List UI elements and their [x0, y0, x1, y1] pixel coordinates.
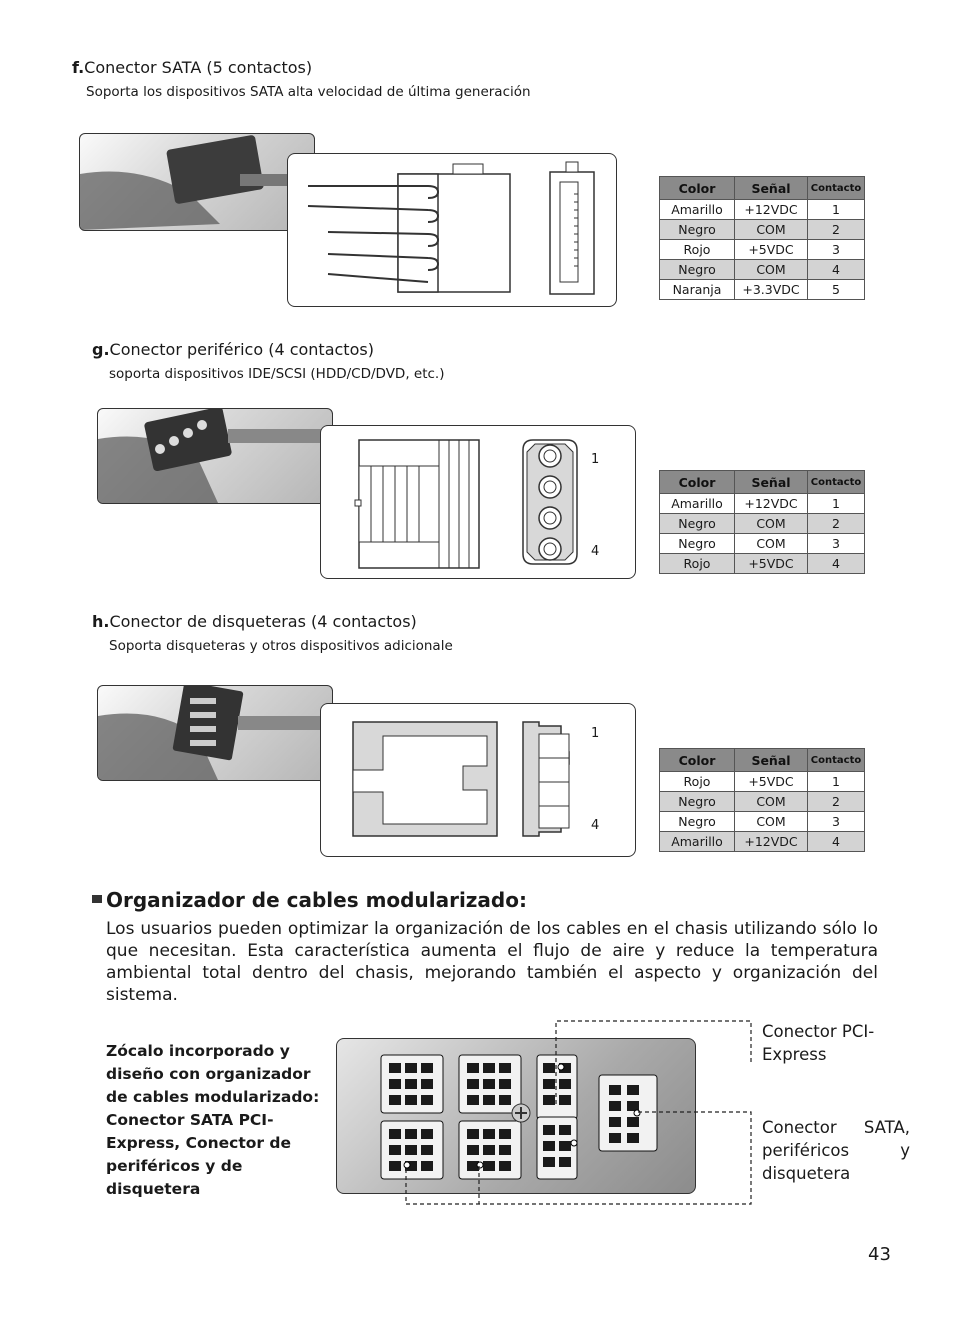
section-g-title: g.Conector periférico (4 contactos) [92, 340, 374, 359]
table-row: Rojo +5VDC 3 [660, 240, 865, 260]
pin-label-first: 1 [591, 452, 600, 467]
section-f-subtitle: Soporta los dispositivos SATA alta velocidad de última generación [86, 84, 531, 100]
section-g-subtitle: soporta dispositivos IDE/SCSI (HDD/CD/DVD, etc.) [109, 366, 445, 382]
pin-label-last: 4 [591, 544, 600, 559]
table-row: Amarillo +12VDC 1 [660, 200, 865, 220]
header-contact: Contacto [808, 749, 865, 772]
table-row: Amarillo +12VDC 4 [660, 832, 865, 852]
pin-label-last: 4 [591, 818, 600, 833]
header-signal: Señal [735, 177, 808, 200]
section-h-title: h.Conector de disqueteras (4 contactos) [92, 612, 417, 631]
header-contact: Contacto [808, 471, 865, 494]
organizer-side-caption: Zócalo incorporado y diseño con organizador de cables modularizado: Conector SATA PCI-Express, Conector de periféricos y de disquetera [106, 1042, 320, 1198]
table-row: Negro COM 4 [660, 260, 865, 280]
section-h-subtitle: Soporta disqueteras y otros dispositivos adicionale [109, 638, 453, 654]
callout-pci-express: Conector PCI-Express [762, 1022, 875, 1064]
table-row: Negro COM 3 [660, 534, 865, 554]
header-color: Color [660, 749, 735, 772]
table-row: Naranja +3.3VDC 5 [660, 280, 865, 300]
organizer-heading: Organizador de cables modularizado: [106, 888, 527, 912]
table-row: Negro COM 2 [660, 220, 865, 240]
section-f-title: f.Conector SATA (5 contactos) [72, 58, 313, 77]
table-row: Rojo +5VDC 4 [660, 554, 865, 574]
header-color: Color [660, 471, 735, 494]
table-row: Negro COM 2 [660, 792, 865, 812]
pin-label-first: 1 [591, 726, 600, 741]
organizer-body: Los usuarios pueden optimizar la organización de los cables en el chasis utilizando sólo lo que necesitan. Esta característica aumenta el flujo de aire y reduce la temperatura ambiental total dentro del chasis, mejorando también el aspecto y organización del sistema. [106, 919, 878, 1005]
table-row: Amarillo +12VDC 1 [660, 494, 865, 514]
page-number: 43 [868, 1244, 891, 1265]
table-row: Negro COM 3 [660, 812, 865, 832]
header-color: Color [660, 177, 735, 200]
header-contact: Contacto [808, 177, 865, 200]
header-signal: Señal [735, 471, 808, 494]
table-row: Rojo +5VDC 1 [660, 772, 865, 792]
header-signal: Señal [735, 749, 808, 772]
table-row: Negro COM 2 [660, 514, 865, 534]
callout-sata-peripheral-floppy: Conector SATA, periféricos y disquetera [762, 1118, 910, 1183]
